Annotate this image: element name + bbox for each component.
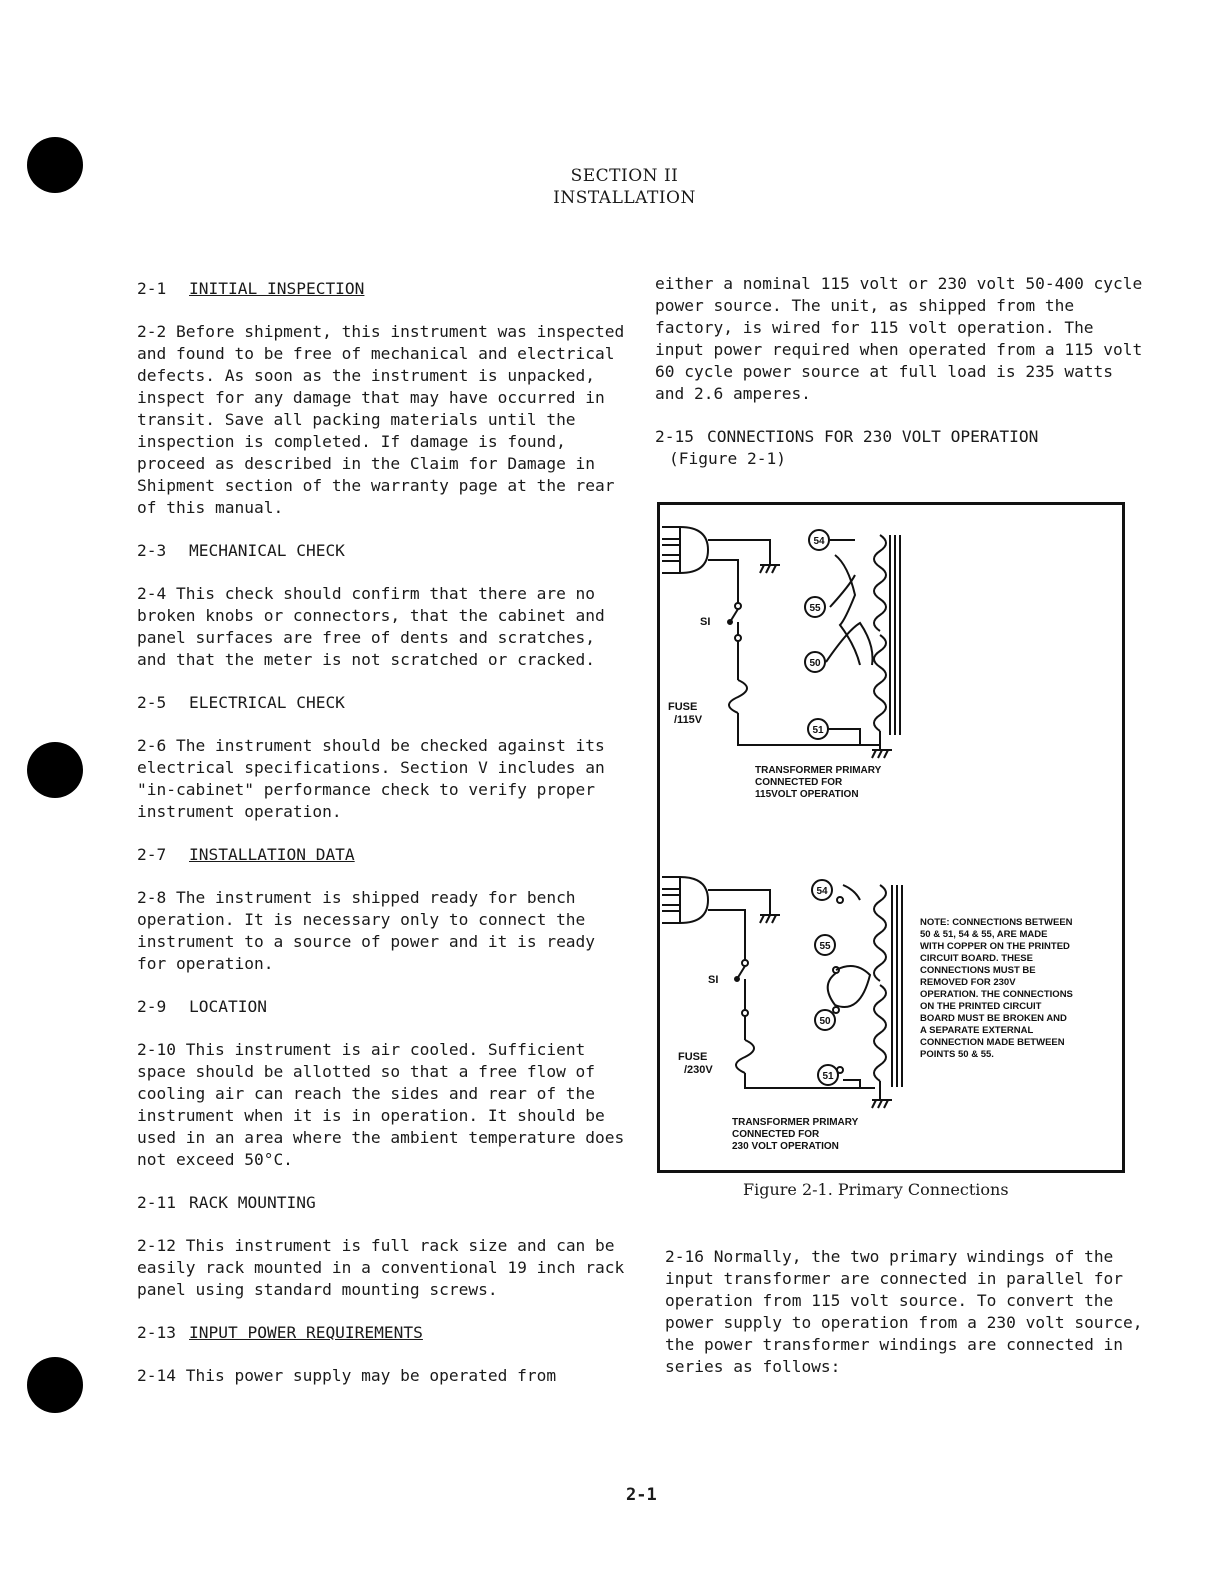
page-number: 2-1: [626, 1485, 657, 1505]
heading-text: INITIAL INSPECTION: [189, 279, 365, 298]
paragraph-number: 2-6: [137, 736, 176, 755]
heading-number: 2-7: [137, 845, 167, 864]
paragraph-text: This check should confirm that there are no broken knobs or connectors, that the cabinet and panel surfaces are free of dents and scratches, and that the meter is not scratched or cracked.: [137, 584, 605, 669]
heading-text: RACK MOUNTING: [189, 1193, 316, 1212]
paragraph-number: 2-10: [137, 1040, 186, 1059]
note-line: NOTE: CONNECTIONS BETWEEN: [920, 917, 1073, 928]
power-plug-icon: [662, 877, 708, 923]
left-paragraph-2-4: [137, 583, 627, 671]
right-paragraph-0: [655, 273, 1145, 405]
paragraph-number: 2-4: [137, 584, 176, 603]
heading-number: 2-15: [655, 427, 694, 446]
left-column: [137, 278, 627, 1408]
heading-number: 2-9: [137, 997, 167, 1016]
heading-text: LOCATION: [189, 997, 267, 1016]
heading-text: CONNECTIONS FOR 230 VOLT OPERATION: [707, 427, 1039, 446]
figure-caption: Figure 2-1. Primary Connections: [743, 1180, 1009, 1199]
paragraph-number: 2-12: [137, 1236, 186, 1255]
connection-point-label: 51: [822, 1071, 834, 1082]
left-heading-2-11: [137, 1192, 627, 1214]
paragraph-text: either a nominal 115 volt or 230 volt 50-400 cycle power source. The unit, as shipped from the factory, is wired for 115 volt operation. The input power required when operated from a 115 volt 60 cycle power source at full load is 235 watts and 2.6 amperes.: [655, 274, 1143, 403]
connection-point-label: 54: [813, 536, 825, 547]
section-number: SECTION II: [570, 166, 679, 186]
transformer-label: TRANSFORMER PRIMARY: [732, 1117, 859, 1128]
heading-text: INPUT POWER REQUIREMENTS: [189, 1323, 423, 1342]
transformer-label: CONNECTED FOR: [732, 1129, 820, 1140]
schematic-diagram: [660, 505, 1122, 1170]
figure-2-1: [657, 502, 1125, 1173]
note-line: ON THE PRINTED CIRCUIT: [920, 1001, 1042, 1012]
fuse-label: /230V: [684, 1064, 713, 1076]
section-title: INSTALLATION: [553, 188, 696, 208]
figure-note: [920, 917, 1073, 1060]
connection-point-label: 55: [819, 941, 831, 952]
heading-text: ELECTRICAL CHECK: [189, 693, 345, 712]
heading-subtext: (Figure 2-1): [669, 449, 786, 468]
paragraph-number: 2-14: [137, 1366, 186, 1385]
transformer-label: CONNECTED FOR: [755, 777, 843, 788]
left-heading-2-13: [137, 1322, 627, 1344]
right-column-top: [655, 273, 1145, 491]
connection-point-label: 51: [812, 725, 824, 736]
note-line: WITH COPPER ON THE PRINTED: [920, 941, 1070, 952]
connection-point-label: 55: [809, 603, 821, 614]
paragraph-text: The instrument should be checked against its electrical specifications. Section V includes an "in-cabinet" performance check to verify proper instrument operation.: [137, 736, 605, 821]
heading-text: INSTALLATION DATA: [189, 845, 355, 864]
left-paragraph-2-2: [137, 321, 627, 519]
note-line: A SEPARATE EXTERNAL: [920, 1025, 1034, 1036]
paragraph-text: This instrument is air cooled. Sufficient space should be allotted so that a free flow of cooling air can reach the sides and rear of the instrument when it is in operation. It should be used in an area where the ambient temperature does not exceed 50°C.: [137, 1040, 625, 1169]
left-paragraph-2-10: [137, 1039, 627, 1171]
note-line: CIRCUIT BOARD. THESE: [920, 953, 1033, 964]
heading-number: 2-13: [137, 1323, 176, 1342]
heading-number: 2-3: [137, 541, 167, 560]
note-line: 50 & 51, 54 & 55, ARE MADE: [920, 929, 1048, 940]
left-paragraph-2-14: [137, 1365, 627, 1387]
right-paragraph-2-16: [665, 1246, 1145, 1378]
left-heading-2-1: [137, 278, 627, 300]
heading-text: MECHANICAL CHECK: [189, 541, 345, 560]
paragraph-text: This power supply may be operated from: [185, 1366, 557, 1385]
note-line: OPERATION. THE CONNECTIONS: [920, 989, 1073, 1000]
power-plug-icon: [662, 527, 708, 573]
transformer-label: 230 VOLT OPERATION: [732, 1141, 839, 1152]
left-heading-2-3: [137, 540, 627, 562]
note-line: CONNECTION MADE BETWEEN: [920, 1037, 1065, 1048]
connection-point-label: 50: [819, 1016, 831, 1027]
left-heading-2-9: [137, 996, 627, 1018]
right-heading-2-15: [655, 426, 1145, 470]
fuse-label: /115V: [674, 714, 703, 726]
paragraph-text: Before shipment, this instrument was inspected and found to be free of mechanical and electrical defects. As soon as the instrument is unpacked, inspect for any damage that may have occurred in transit. Save all packing materials until the inspection is completed. If damage is found, proceed as described in the Claim for Damage in Shipment section of the warranty page at the rear of this manual.: [137, 322, 625, 517]
paragraph-number: 2-8: [137, 888, 176, 907]
paragraph-text: Normally, the two primary windings of the input transformer are connected in parallel for operation from 115 volt source. To convert the power supply to operation from a 230 volt source, the power transformer windings are connected in series as follows:: [665, 1247, 1143, 1376]
left-paragraph-2-12: [137, 1235, 627, 1301]
left-heading-2-5: [137, 692, 627, 714]
left-paragraph-2-6: [137, 735, 627, 823]
transformer-label: 115VOLT OPERATION: [755, 789, 859, 800]
left-paragraph-2-8: [137, 887, 627, 975]
connection-point-label: 54: [816, 886, 828, 897]
heading-number: 2-1: [137, 279, 167, 298]
binder-hole-middle: [27, 742, 83, 798]
fuse-label: FUSE: [678, 1051, 708, 1063]
note-line: REMOVED FOR 230V: [920, 977, 1016, 988]
paragraph-text: The instrument is shipped ready for bench operation. It is necessary only to connect the instrument to a source of power and it is ready for operation.: [137, 888, 596, 973]
transformer-label: TRANSFORMER PRIMARY: [755, 765, 882, 776]
binder-hole-bottom: [27, 1357, 83, 1413]
note-line: POINTS 50 & 55.: [920, 1049, 994, 1060]
paragraph-text: This instrument is full rack size and can be easily rack mounted in a conventional 19 inch rack panel using standard mounting screws.: [137, 1236, 625, 1299]
paragraph-number: 2-16: [665, 1247, 714, 1266]
left-heading-2-7: [137, 844, 627, 866]
heading-number: 2-5: [137, 693, 167, 712]
note-line: CONNECTIONS MUST BE: [920, 965, 1036, 976]
switch-label: SI: [708, 974, 719, 986]
heading-number: 2-11: [137, 1193, 176, 1212]
right-column-bottom: [665, 1246, 1145, 1399]
note-line: BOARD MUST BE BROKEN AND: [920, 1013, 1067, 1024]
fuse-label: FUSE: [668, 701, 698, 713]
connection-point-label: 50: [809, 658, 821, 669]
switch-label: SI: [700, 616, 711, 628]
paragraph-number: 2-2: [137, 322, 176, 341]
